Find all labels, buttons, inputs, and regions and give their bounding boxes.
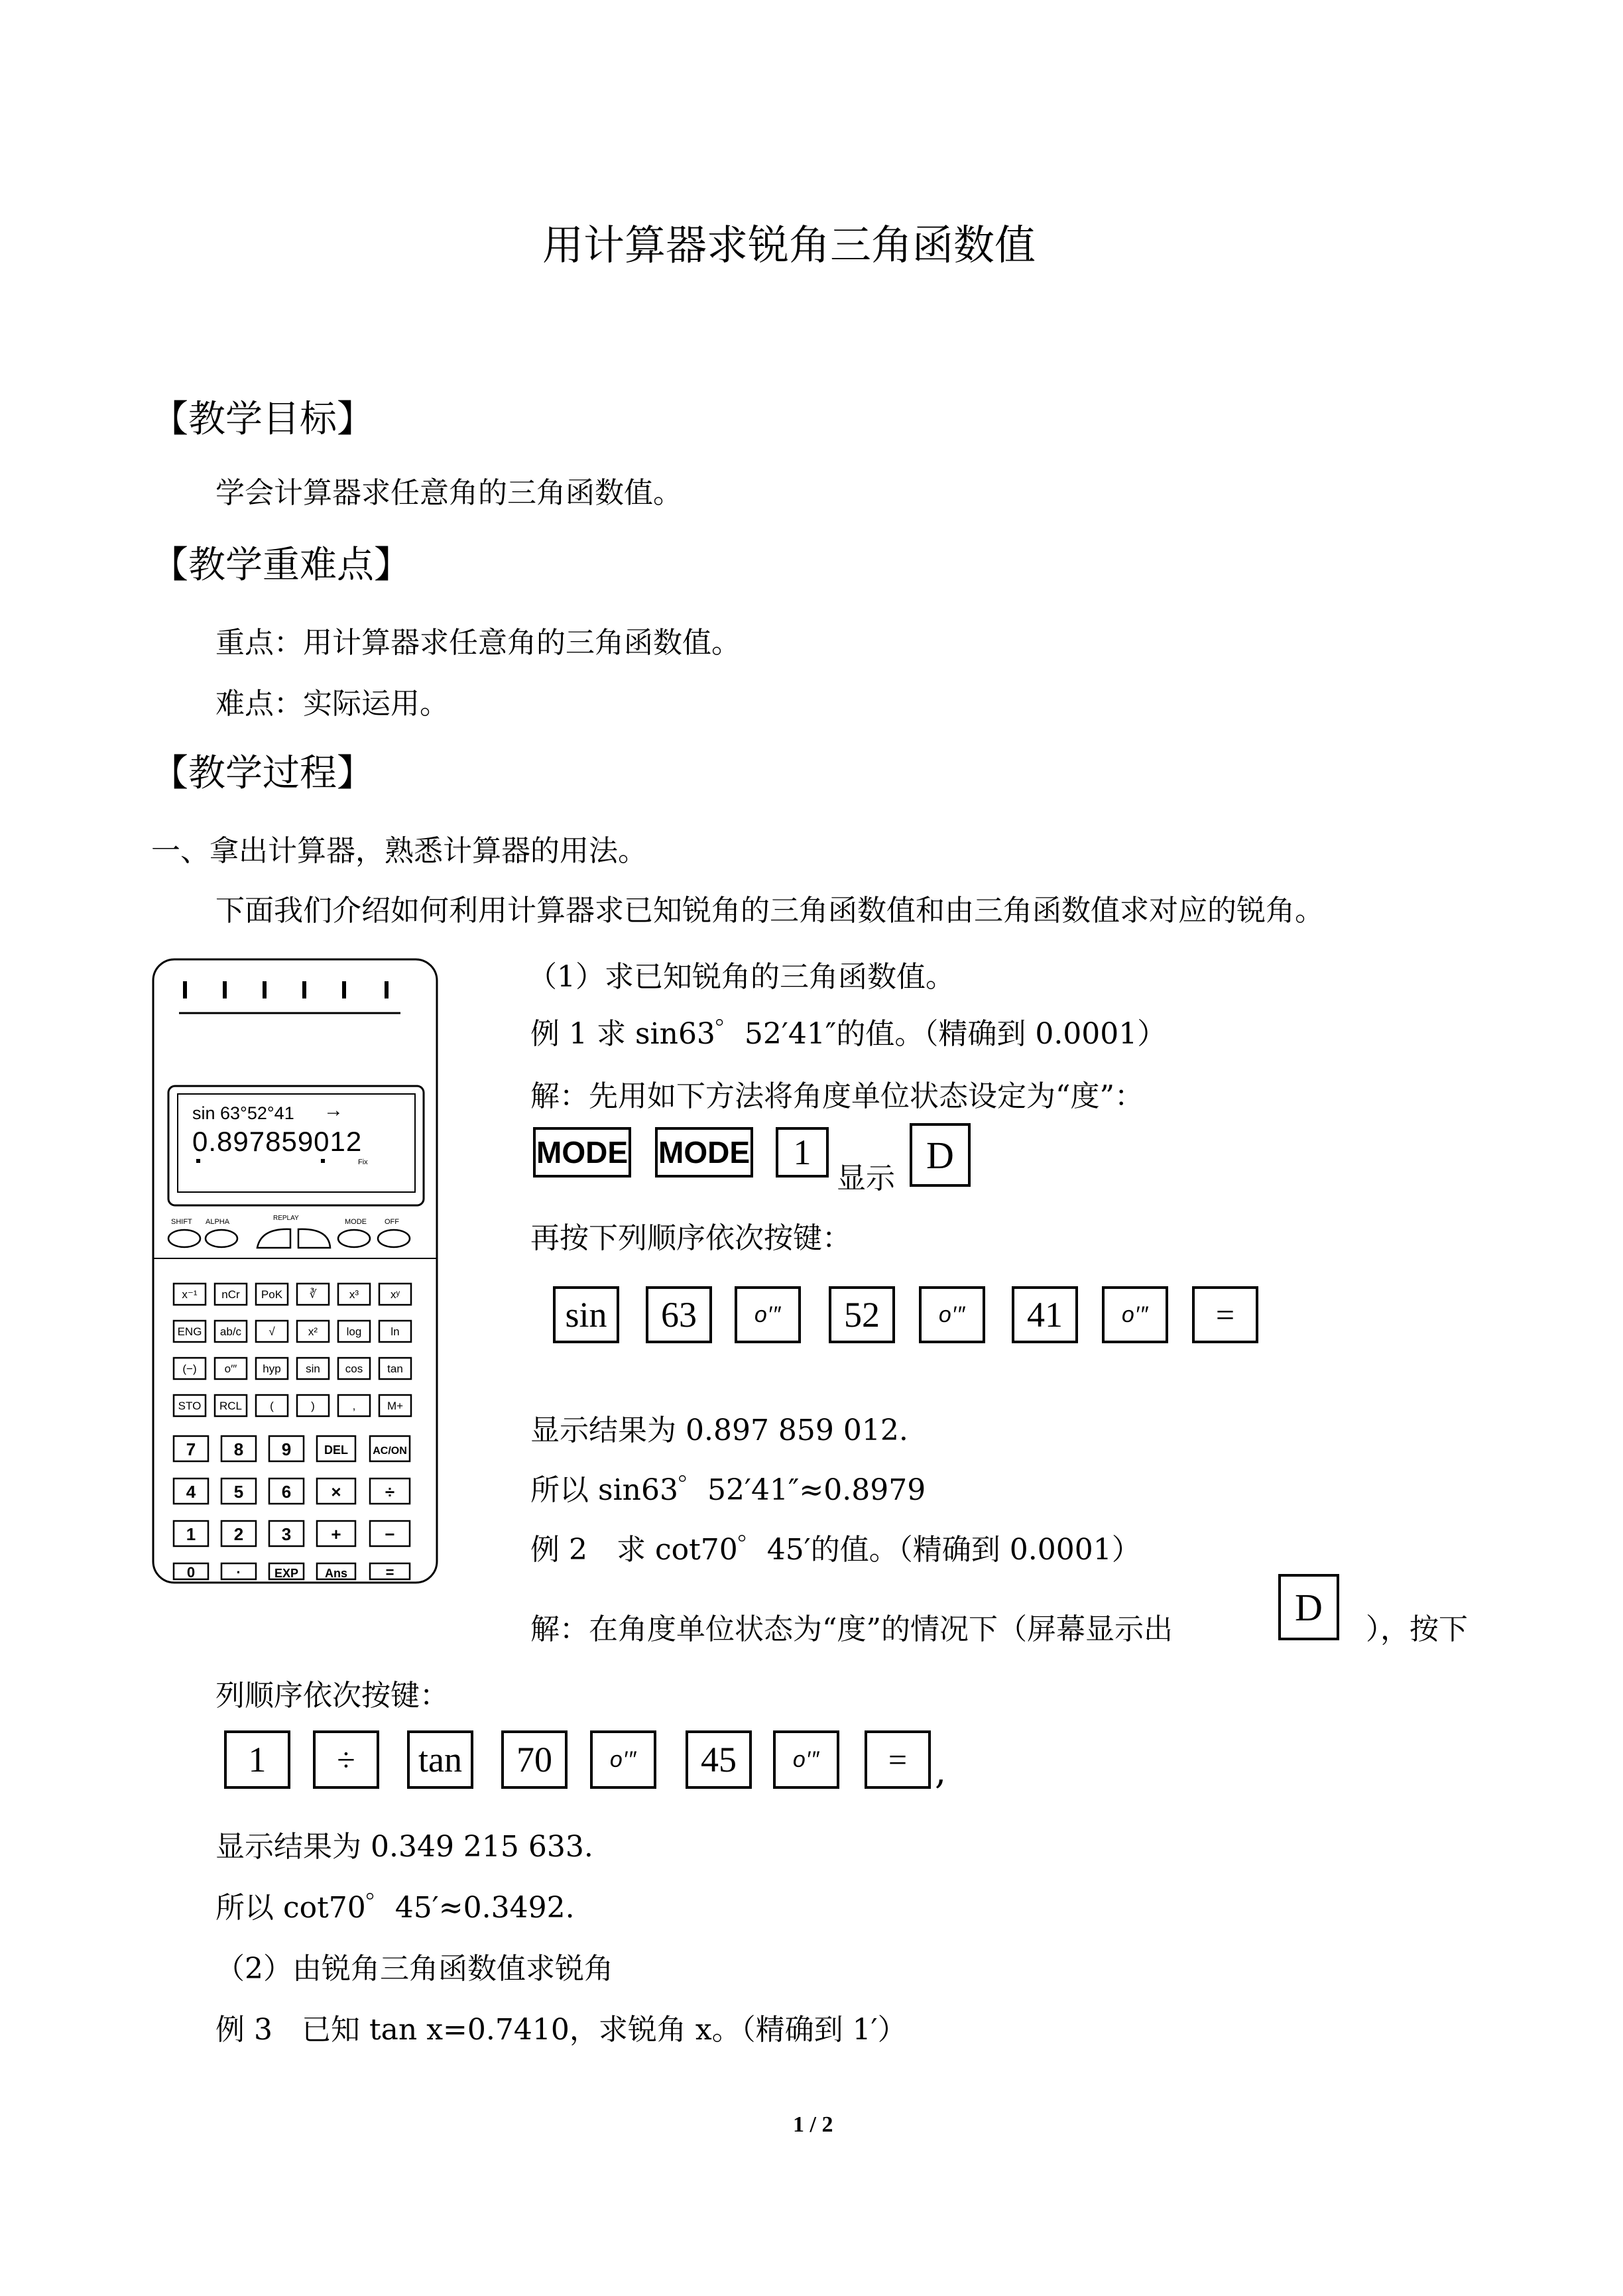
calc-key: 6 [281,1482,292,1502]
difficulty-text: 难点：实际运用。 [215,687,449,721]
calc-key: 5 [233,1482,244,1502]
process-heading: 【教学过程】 [151,752,374,795]
calc-key: tan [387,1362,403,1375]
calc-top-alpha: ALPHA [206,1218,230,1226]
key-dms: o′″ [919,1286,985,1343]
goals-text: 学会计算器求任意角的三角函数值。 [215,476,682,510]
key-41: 41 [1012,1286,1078,1343]
display-label: 显示 [837,1162,895,1195]
calc-key: EXP [274,1567,299,1580]
key-divide: ÷ [313,1730,379,1789]
key-dms: o′″ [735,1286,801,1343]
calc-key: cos [345,1362,363,1375]
calc-key: 0 [186,1564,196,1581]
calc-key: 8 [233,1439,244,1459]
calc-key: 9 [281,1439,292,1459]
calc-key: ab/c [219,1325,242,1338]
calc-key: PoK [261,1288,283,1301]
calc-key: STO [178,1400,202,1412]
calc-key: − [385,1524,395,1544]
calc-key: ) [311,1400,315,1412]
calc-key: M+ [387,1400,404,1412]
key-tan: tan [407,1730,473,1789]
screen-arrow: → [324,1099,343,1121]
calc-key: x⁻¹ [182,1288,198,1301]
example-1-press-instruction: 再按下列顺序依次按键： [530,1221,851,1255]
example-2-solution-a: 解：在角度单位状态为“度”的情况下（屏幕显示出 [530,1612,1173,1646]
calc-key: RCL [219,1400,243,1412]
screen-line1: sin 63°52°41 [192,1103,294,1123]
calc-key: x² [308,1325,318,1338]
calc-key: ÷ [385,1482,395,1502]
page-title: 用计算器求锐角三角函数值 [542,221,1036,269]
page-number: 1 / 2 [793,2112,833,2137]
calc-key: Ans [324,1567,348,1580]
key-equals: = [1192,1286,1258,1343]
calc-key: ENG [177,1325,202,1338]
calc-top-off: OFF [385,1218,399,1226]
calc-key: 3 [281,1524,292,1544]
calc-key: (−) [182,1362,197,1375]
screen-line2: 0.897859012 [192,1126,363,1157]
key-dms: o′″ [590,1730,656,1789]
calc-key: AC/ON [373,1445,407,1457]
example-2-solution-c: 列顺序依次按键： [215,1679,449,1713]
example-3-question: 例 3 已知 tan x=0.7410，求锐角 x。（精确到 1′） [215,2013,907,2047]
goals-heading: 【教学目标】 [151,398,374,441]
calc-top-shift: SHIFT [171,1218,192,1226]
key-mode-2: MODE [655,1127,753,1178]
display-d-box-2: D [1278,1574,1339,1640]
calc-key: = [385,1564,394,1581]
calc-key: × [331,1482,341,1502]
calc-key: 1 [186,1524,196,1544]
calc-key: hyp [263,1362,281,1375]
calc-key: · [236,1564,241,1581]
calc-top-mode: MODE [345,1218,367,1226]
calc-key: x³ [349,1288,359,1301]
calc-key: ( [270,1400,274,1412]
calc-key: 4 [186,1482,196,1502]
key-sin: sin [553,1286,619,1343]
key-45: 45 [686,1730,752,1789]
example-2-question: 例 2 求 cot70゜45′的值。（精确到 0.0001） [530,1533,1141,1567]
key-dms: o′″ [773,1730,839,1789]
calc-key: + [331,1524,341,1544]
calc-key: DEL [324,1443,348,1457]
key-52: 52 [829,1286,895,1343]
example-2-solution-b: ），按下 [1366,1612,1468,1646]
key-70: 70 [501,1730,568,1789]
key-1: 1 [224,1730,290,1789]
example-1-conclusion: 所以 sin63゜52′41″≈0.8979 [530,1473,926,1507]
key-63: 63 [646,1286,712,1343]
key-mode-1: MODE [533,1127,631,1178]
calc-key: nCr [221,1288,240,1301]
calc-key: 2 [233,1524,244,1544]
example-2-result: 显示结果为 0.349 215 633. [215,1830,593,1864]
calc-key: , [352,1400,356,1412]
calculator-illustration [151,957,439,1585]
calc-key: o′″ [224,1362,237,1375]
example-1-result: 显示结果为 0.897 859 012. [530,1414,908,1447]
key-equals: = [865,1730,931,1789]
calc-key: √ [269,1325,275,1338]
key-points-heading: 【教学重难点】 [151,544,411,587]
example-1-question: 例 1 求 sin63゜52′41″的值。（精确到 0.0001） [530,1017,1167,1051]
calc-key: xʸ [391,1288,400,1301]
part-two-heading: （2）由锐角三角函数值求锐角 [215,1952,613,1986]
step-one-text: 一、拿出计算器，熟悉计算器的用法。 [151,834,647,868]
calc-key: ∛ [309,1288,317,1301]
example-1-solution: 解：先用如下方法将角度单位状态设定为“度”： [530,1079,1144,1113]
trailing-comma: , [935,1750,947,1792]
calc-key: sin [306,1362,320,1375]
key-1: 1 [776,1127,829,1178]
calc-top-replay: REPLAY [273,1215,299,1222]
screen-fix: Fix [358,1158,368,1166]
part-one-heading: （1）求已知锐角的三角函数值。 [528,960,955,994]
key-dms: o′″ [1102,1286,1168,1343]
intro-text: 下面我们介绍如何利用计算器求已知锐角的三角函数值和由三角函数值求对应的锐角。 [215,894,1324,928]
display-d-box: D [910,1123,971,1187]
calc-key: ln [391,1325,400,1338]
example-2-conclusion: 所以 cot70゜45′≈0.3492. [215,1891,575,1925]
calc-key: log [346,1325,362,1338]
key-point-text: 重点：用计算器求任意角的三角函数值。 [215,626,741,660]
calc-key: 7 [186,1439,196,1459]
